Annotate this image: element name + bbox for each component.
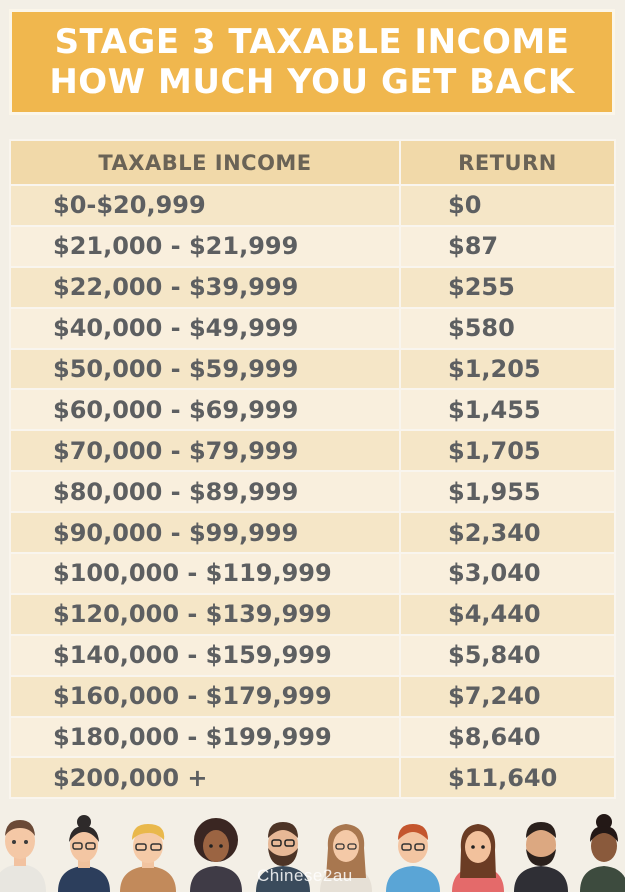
table-row <box>10 389 615 430</box>
person-avatar <box>190 818 242 892</box>
table-row <box>10 635 615 676</box>
person-avatar <box>580 814 625 892</box>
return-cell: $255 <box>400 267 615 308</box>
taxable-income-header: TAXABLE INCOME <box>10 140 400 185</box>
person-avatar <box>0 820 46 892</box>
income-cell: $200,000 + <box>10 757 400 798</box>
return-cell: $0 <box>400 185 615 226</box>
table-row <box>10 185 615 226</box>
income-cell: $160,000 - $179,999 <box>10 676 400 717</box>
income-cell: $50,000 - $59,999 <box>10 349 400 390</box>
income-cell: $70,000 - $79,999 <box>10 430 400 471</box>
person-avatar <box>120 824 176 892</box>
table-header-row <box>10 140 615 185</box>
return-cell: $3,040 <box>400 553 615 594</box>
income-cell: $40,000 - $49,999 <box>10 308 400 349</box>
person-avatar <box>452 824 504 892</box>
return-cell: $87 <box>400 226 615 267</box>
return-header: RETURN <box>400 140 615 185</box>
return-cell: $8,640 <box>400 717 615 758</box>
income-cell: $120,000 - $139,999 <box>10 594 400 635</box>
table-row <box>10 349 615 390</box>
table-row <box>10 676 615 717</box>
income-cell: $60,000 - $69,999 <box>10 389 400 430</box>
title-line-1: STAGE 3 TAXABLE INCOME <box>54 22 570 62</box>
title-line-2: HOW MUCH YOU GET BACK <box>49 62 575 102</box>
return-cell: $4,440 <box>400 594 615 635</box>
return-cell: $580 <box>400 308 615 349</box>
income-cell: $90,000 - $99,999 <box>10 512 400 553</box>
income-cell: $140,000 - $159,999 <box>10 635 400 676</box>
return-cell: $2,340 <box>400 512 615 553</box>
person-avatar <box>514 822 568 892</box>
watermark: Chinese2au <box>257 866 353 885</box>
income-cell: $0-$20,999 <box>10 185 400 226</box>
return-cell: $1,955 <box>400 471 615 512</box>
table-row <box>10 226 615 267</box>
table-row <box>10 553 615 594</box>
table-row <box>10 757 615 798</box>
return-cell: $1,455 <box>400 389 615 430</box>
return-cell: $11,640 <box>400 757 615 798</box>
income-cell: $100,000 - $119,999 <box>10 553 400 594</box>
table-row <box>10 471 615 512</box>
table-row <box>10 308 615 349</box>
return-cell: $1,705 <box>400 430 615 471</box>
table-row <box>10 594 615 635</box>
title-banner <box>9 9 615 115</box>
person-avatar <box>58 815 110 892</box>
tax-return-table <box>9 139 616 799</box>
income-cell: $80,000 - $89,999 <box>10 471 400 512</box>
income-cell: $21,000 - $21,999 <box>10 226 400 267</box>
table-row <box>10 512 615 553</box>
table-row <box>10 717 615 758</box>
return-cell: $1,205 <box>400 349 615 390</box>
income-cell: $180,000 - $199,999 <box>10 717 400 758</box>
table-row <box>10 267 615 308</box>
return-cell: $5,840 <box>400 635 615 676</box>
table-row <box>10 430 615 471</box>
return-cell: $7,240 <box>400 676 615 717</box>
person-avatar <box>386 824 440 892</box>
income-cell: $22,000 - $39,999 <box>10 267 400 308</box>
